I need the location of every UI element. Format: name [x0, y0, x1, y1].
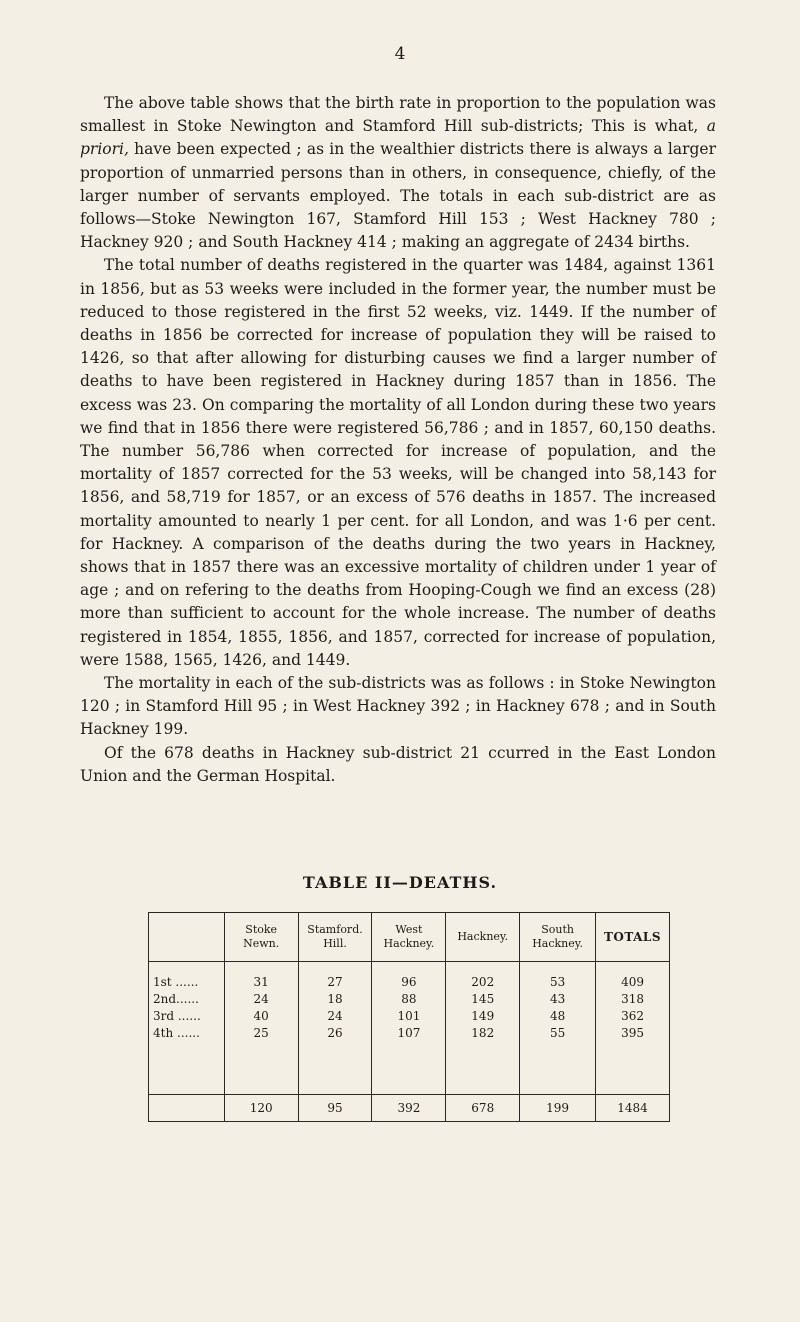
table-cell: 40	[224, 1008, 298, 1025]
table-cell: 43	[520, 991, 596, 1008]
spacer-cell	[446, 1042, 520, 1095]
table-totals-row	[149, 1095, 670, 1122]
total-cell	[149, 1095, 225, 1122]
table-cell: 202	[446, 962, 520, 992]
table-cell: 101	[372, 1008, 446, 1025]
table-title: TABLE II—DEATHS.	[302, 873, 498, 892]
table-cell: 27	[298, 962, 372, 992]
total-cell: 678	[446, 1095, 520, 1122]
total-cell: 199	[520, 1095, 596, 1122]
column-header-totals: TOTALS	[596, 913, 670, 962]
table-cell: 48	[520, 1008, 596, 1025]
table-cell: 96	[372, 962, 446, 992]
spacer-cell	[298, 1042, 372, 1095]
table-header-row	[149, 913, 670, 962]
table-cell: 53	[520, 962, 596, 992]
italic-phrase: a priori,	[80, 117, 716, 159]
table-cell: 318	[596, 991, 670, 1008]
row-label: 4th ......	[149, 1025, 225, 1042]
paragraph-deaths: The total number of deaths registered in the quarter was 1484, against 1361 in 1856, but as 53 weeks were included in the former year, the number must be reduced to those registered in the first 52 weeks, viz. 1449. If the number of deaths in 1856 be corrected for increase of population they will be raised to 1426, so that after allowing for disturbing causes we find a larger number of deaths to have been registered in Hackney during 1857 than in 1856. The excess was 23. On comparing the mortality of all London during these two years we find that in 1856 there were registered 56,786 ; and in 1857, 60,150 deaths. The number 56,786 when corrected for increase of population, and the mortality of 1857 corrected for the 53 weeks, will be changed into 58,143 for 1856, and 58,719 for 1857, or an excess of 576 deaths in 1857. The increased mortality amounted to nearly 1 per cent. for all London, and was 1·6 per cent. for Hackney. A comparison of the deaths during the two years in Hackney, shows that in 1857 there was an excessive mortality of children under 1 year of age ; and on refering to the deaths from Hooping-Cough we find an excess (28) more than sufficient to account for the whole increase. The number of deaths registered in 1854, 1855, 1856, and 1857, corrected for increase of population, were 1588, 1565, 1426, and 1449.	[80, 256, 716, 669]
table-cell: 55	[520, 1025, 596, 1042]
spacer-cell	[520, 1042, 596, 1095]
deaths-table	[148, 912, 670, 1122]
paragraph-text: have been expected ; as in the wealthier districts there is always a larger proportion of unmarried persons than in others, in consequence, chiefly, of the larger number of servants employed. The totals in each sub-district are as follows—Stoke Newington 167, Stamford Hill 153 ; West Hackney 780 ; Hackney 920 ; and South Hackney 414 ; making an aggregate of 2434 births.	[80, 140, 716, 252]
column-header	[149, 913, 225, 962]
column-header: West Hackney.	[372, 913, 446, 962]
table-cell: 409	[596, 962, 670, 992]
row-label: 2nd......	[149, 991, 225, 1008]
table-cell: 31	[224, 962, 298, 992]
table-cell: 25	[224, 1025, 298, 1042]
total-cell: 392	[372, 1095, 446, 1122]
column-header: South Hackney.	[520, 913, 596, 962]
table-cell: 88	[372, 991, 446, 1008]
spacer-cell	[372, 1042, 446, 1095]
table-row	[149, 991, 670, 1008]
column-header: Hackney.	[446, 913, 520, 962]
table-cell: 145	[446, 991, 520, 1008]
row-label: 1st ......	[149, 962, 225, 992]
total-cell: 1484	[596, 1095, 670, 1122]
table-cell: 149	[446, 1008, 520, 1025]
spacer-cell	[596, 1042, 670, 1095]
table-row	[149, 962, 670, 992]
paragraph-mortality: The mortality in each of the sub-districts was as follows : in Stoke Newington 120 ; in Stamford Hill 95 ; in West Hackney 392 ; in Hackney 678 ; and in South Hackney 199.	[80, 674, 716, 739]
table-cell: 26	[298, 1025, 372, 1042]
table-spacer-row	[149, 1042, 670, 1095]
spacer-cell	[224, 1042, 298, 1095]
column-header: Stamford. Hill.	[298, 913, 372, 962]
table-cell: 182	[446, 1025, 520, 1042]
paragraph-births	[80, 92, 716, 254]
table-cell: 24	[298, 1008, 372, 1025]
paragraph-hackney-deaths: Of the 678 deaths in Hackney sub-district 21 ccurred in the East London Union and the German Hospital.	[80, 743, 716, 785]
page-number: 4	[394, 44, 406, 64]
spacer-cell	[149, 1042, 225, 1095]
total-cell: 95	[298, 1095, 372, 1122]
table-cell: 362	[596, 1008, 670, 1025]
body-text	[80, 92, 716, 788]
row-label: 3rd ......	[149, 1008, 225, 1025]
total-cell: 120	[224, 1095, 298, 1122]
table-cell: 395	[596, 1025, 670, 1042]
table-row	[149, 1008, 670, 1025]
column-header: Stoke Newn.	[224, 913, 298, 962]
table-cell: 24	[224, 991, 298, 1008]
table-cell: 107	[372, 1025, 446, 1042]
table-cell: 18	[298, 991, 372, 1008]
table-row	[149, 1025, 670, 1042]
paragraph-text: The above table shows that the birth rate in proportion to the population was smallest in Stoke Newington and Stamford Hill sub-districts; This is what,	[80, 94, 716, 136]
